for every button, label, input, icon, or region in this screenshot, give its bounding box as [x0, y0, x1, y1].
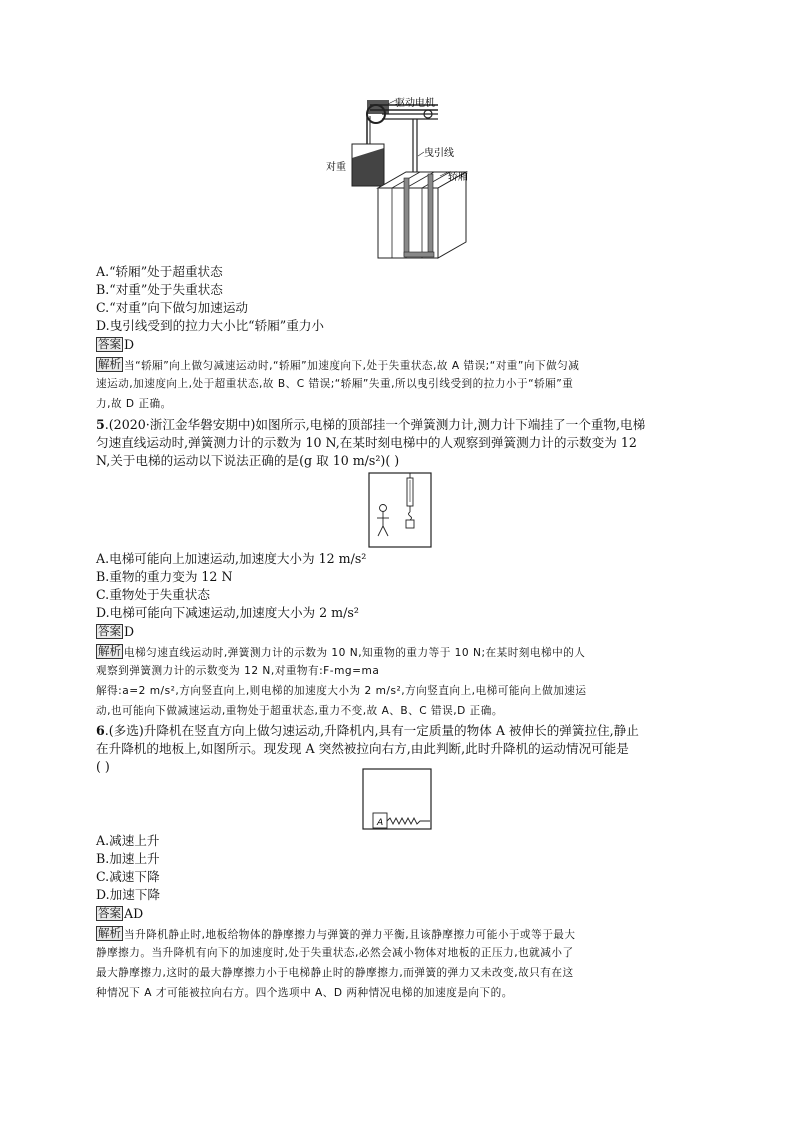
q4-option-d: D.曳引线受到的拉力大小比“轿厢”重力小 — [96, 318, 325, 333]
q5-answer — [96, 623, 706, 640]
analysis-tag: 解析 — [98, 357, 121, 371]
q4-answer — [96, 336, 706, 353]
spring-scale-elevator-figure — [368, 472, 432, 548]
q5-analysis-line-3: 解得:a=2 m/s²,方向竖直向上,则电梯的加速度大小为 2 m/s²,方向竖直向上,电梯可能向上做加速运 — [96, 685, 587, 697]
q5-option-c: C.重物处于失重状态 — [96, 587, 210, 602]
q5-option-d: D.电梯可能向下减速运动,加速度大小为 2 m/s² — [96, 605, 359, 620]
answer-tag: 答案 — [98, 624, 121, 638]
q5-answer-value: D — [124, 624, 135, 639]
q5-stem-line-1: 5.(2020·浙江金华磐安期中)如图所示,电梯的顶部挂一个弹簧测力计,测力计下端挂了一个重物,电梯 — [96, 417, 646, 432]
car-label: 轿厢 — [448, 172, 468, 183]
q6-option-b: B.加速上升 — [96, 851, 160, 866]
elevator-spring-figure — [362, 768, 432, 830]
q6-option-d: D.加速下降 — [96, 887, 161, 902]
q6-analysis-line-4: 种情况下 A 才可能被拉向右方。四个选项中 A、D 两种情况电梯的加速度是向下的。 — [96, 987, 513, 999]
q4-answer-value: D — [124, 337, 135, 352]
q6-number: 6 — [96, 723, 105, 738]
q5-analysis-line-4: 动,也可能向下做减速运动,重物处于超重状态,重力不变,故 A、B、C 错误,D 正确。 — [96, 705, 503, 717]
q6-option-a: A.减速上升 — [96, 833, 160, 848]
q6-answer-value: AD — [124, 906, 144, 921]
counterweight-label: 对重 — [326, 162, 346, 173]
analysis-tag: 解析 — [98, 926, 121, 940]
spring-scale — [406, 473, 414, 528]
elevator-motor-figure — [320, 92, 480, 264]
q6-answer — [96, 905, 706, 922]
q4-option-c: C.“对重”向下做匀加速运动 — [96, 300, 249, 315]
analysis-tag: 解析 — [98, 644, 121, 658]
q6-option-c: C.减速下降 — [96, 869, 160, 884]
rope-label: 曳引线 — [424, 148, 454, 159]
object-a-label: A — [377, 818, 384, 828]
q5-stem-line-2: 匀速直线运动时,弹簧测力计的示数为 10 N,在某时刻电梯中的人观察到弹簧测力计的示数变为 12 — [96, 435, 637, 450]
q6-analysis-line-2: 静摩擦力。当升降机有向下的加速度时,处于失重状态,必然会减小物体对地板的正压力,也就减小了 — [96, 947, 574, 959]
q4-analysis-line-3: 力,故 D 正确。 — [96, 398, 172, 410]
q5-number: 5 — [96, 417, 105, 432]
q5-stem-line-3: N,关于电梯的运动以下说法正确的是(g 取 10 m/s²)( ) — [96, 453, 400, 468]
q6-stem-line-2: 在升降机的地板上,如图所示。现发现 A 突然被拉向右方,由此判断,此时升降机的运动情况可能是 — [96, 741, 629, 756]
q4-option-b: B.“对重”处于失重状态 — [96, 282, 223, 297]
answer-tag: 答案 — [98, 906, 121, 920]
q4-analysis-line-1: 解析 当“轿厢”向上做匀减速运动时,“轿厢”加速度向下,处于失重状态,故 A 错误;“对重”向下做匀减 — [98, 357, 580, 372]
elevator-car — [378, 172, 466, 258]
q4-analysis-line-2: 速运动,加速度向上,处于超重状态,故 B、C 错误;“轿厢”失重,所以曳引线受到的拉力小于“轿厢”重 — [96, 378, 574, 390]
q5-option-b: B.重物的重力变为 12 N — [96, 569, 233, 584]
q6-analysis-line-1: 解析 当升降机静止时,地板给物体的静摩擦力与弹簧的弹力平衡,且该静摩擦力可能小于或等于最大 — [98, 926, 576, 941]
q4-option-a: A.“轿厢”处于超重状态 — [96, 264, 223, 279]
weight-block — [406, 520, 414, 528]
q6-analysis-line-3: 最大静摩擦力,这时的最大静摩擦力小于电梯静止时的静摩擦力,而弹簧的弹力又未改变,故只有在这 — [96, 967, 574, 979]
motor-label: 驱动电机 — [395, 98, 435, 109]
q5-analysis-line-2: 观察到弹簧测力计的示数变为 12 N,对重物有:F-mg=ma — [96, 665, 380, 677]
q6-stem-line-1: 6.(多选)升降机在竖直方向上做匀速运动,升降机内,具有一定质量的物体 A 被伸长的弹簧拉住,静止 — [96, 723, 639, 738]
q5-option-a: A.电梯可能向上加速运动,加速度大小为 12 m/s² — [96, 551, 367, 566]
answer-tag: 答案 — [98, 337, 121, 351]
q5-analysis-line-1: 解析 电梯匀速直线运动时,弹簧测力计的示数为 10 N,知重物的重力等于 10 N;在某时刻电梯中的人 — [98, 644, 586, 659]
q6-stem-line-3: ( ) — [96, 759, 110, 774]
